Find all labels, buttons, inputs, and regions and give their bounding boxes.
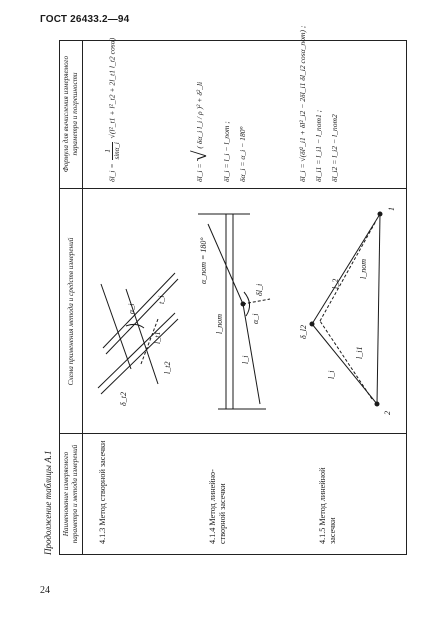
diagram3-label-delta: δ_l2 <box>299 325 308 339</box>
formula-row1 <box>104 38 121 182</box>
document-header: ГОСТ 26433.2—94 <box>40 14 130 25</box>
formula-row1-numerator: 1 <box>104 142 113 159</box>
diagram2-label-li: l_i <box>241 355 250 364</box>
diagram3-point-1: 1 <box>387 207 396 211</box>
diagram-linear-intersection <box>292 194 404 419</box>
page-number: 24 <box>40 585 50 596</box>
formula-row1-tail: √(l²_t1 + l²_t2 + 2l_t1 l_t2 cosα) <box>107 37 117 139</box>
diagram3-label-lnom: l_nom <box>359 259 368 279</box>
column-header-parameter: Наименование измеряемого параметра и метода измерений <box>62 444 79 544</box>
diagram1-label-l1: l_t1 <box>153 331 162 344</box>
formula-row3-line2: δl_i1 = l_i1 − l_nom1 ; <box>314 109 323 182</box>
formula-row2-lhs: δl_i = <box>195 163 204 182</box>
diagram1-label-delta: δ_t2 <box>119 392 128 406</box>
diagram3-point-2: 2 <box>383 411 392 415</box>
diagram2-label-alpha: α_i <box>251 313 260 324</box>
column-header-scheme: Схема применения метода и средств измерений <box>67 237 75 386</box>
formula-row3-line3: δl_i2 = l_i2 − l_nom2 <box>330 114 339 182</box>
diagram1-label-l2: l_t2 <box>163 361 172 374</box>
column-header-formula: Формула для вычисления измеряемого параметра и погрешности <box>62 55 79 173</box>
formula-row3-line1: δl_i = √(δl²_i1 + δl²_i2 − 2δl_i1 δl_i2 cosα_nom) ; <box>298 25 307 182</box>
rotated-table-container <box>43 25 409 555</box>
table-caption: Продолжение таблицы А.1 <box>43 450 53 555</box>
diagram1-label-alpha: α_i <box>127 303 136 314</box>
method-name-3: 4.1.5 Метод линейной засечки <box>318 467 337 544</box>
method-name-1: 4.1.3 Метод створной засечки <box>98 440 107 544</box>
formula-row1-denominator: sinα_i <box>113 142 121 160</box>
formula-row2-line3: δα_i = α_i − 180° <box>238 126 247 182</box>
formula-row2-main <box>188 81 211 182</box>
formula-row1-fraction <box>104 142 121 159</box>
column-divider-1 <box>60 433 406 434</box>
diagram3-label-li: l_i <box>327 370 336 379</box>
header-rule <box>82 41 83 554</box>
diagram-alignment-intersection <box>86 204 186 414</box>
diagram3-label-li1: l_i1 <box>355 346 364 359</box>
formula-row2-line2: δl_i = l_i − l_nom ; <box>222 121 231 182</box>
diagram3-label-l2: l_2 <box>331 278 340 289</box>
formula-row2-root-sign: √ <box>188 150 211 162</box>
diagram2-label-alpha-nom: α_nom = 180° <box>199 237 208 284</box>
column-divider-2 <box>60 188 406 189</box>
diagram2-label-lnom: l_nom <box>215 314 224 334</box>
formula-row2-core: ( δα_i l_i / ρ )² <box>195 104 204 149</box>
measurement-table <box>59 25 407 555</box>
formula-row2-tail: + δ²_li <box>195 81 204 103</box>
diagram1-label-t: t_i <box>157 295 166 304</box>
formula-row1-lhs: δl_i = <box>107 163 117 182</box>
diagram-linear-alignment <box>188 194 278 424</box>
method-name-2: 4.1.4 Метод линейно-створной засечки <box>208 469 227 544</box>
diagram2-label-delta: δl_i <box>255 283 264 296</box>
